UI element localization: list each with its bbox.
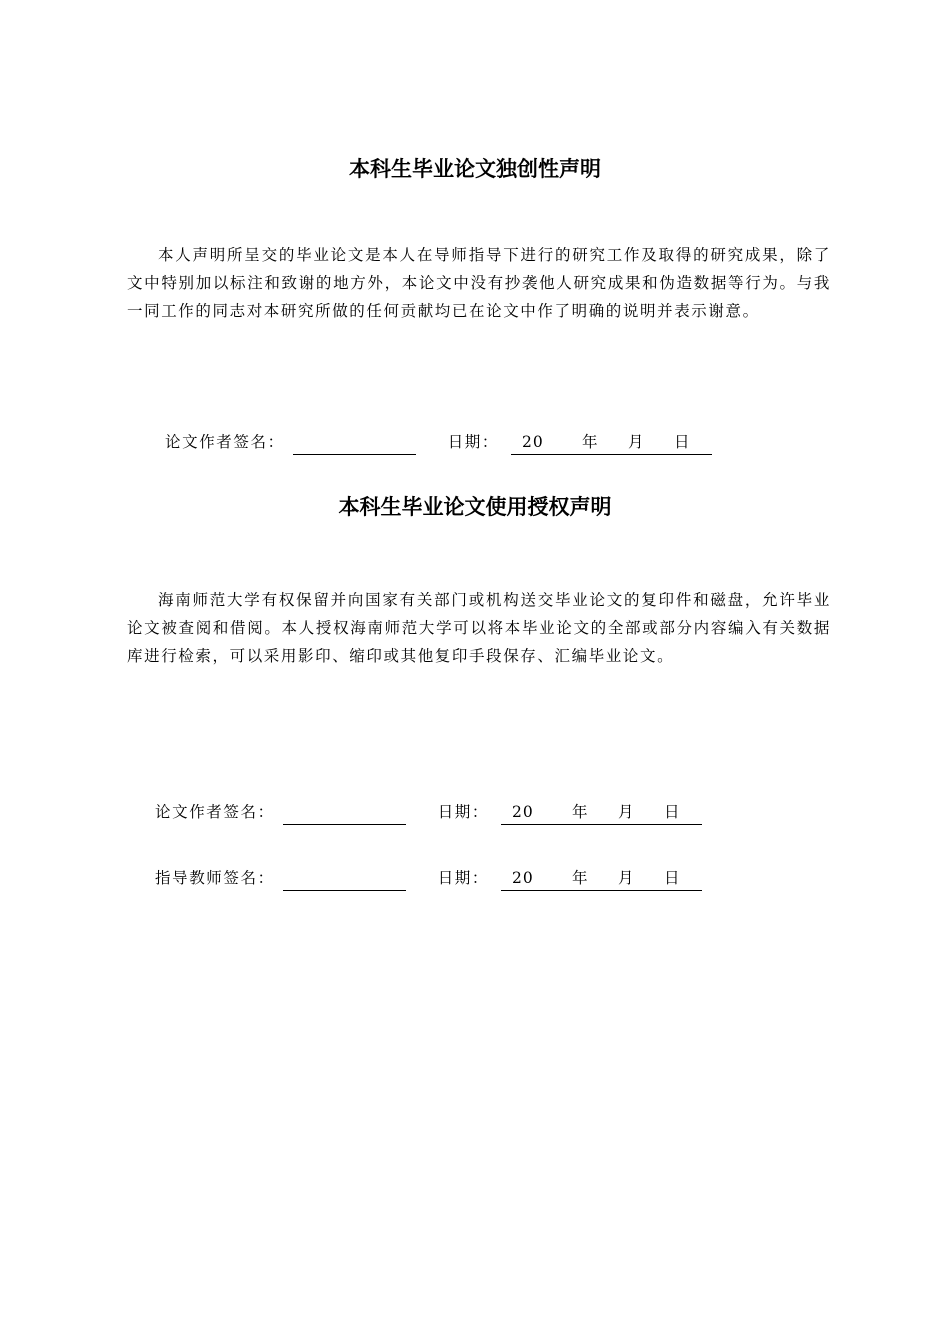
author-signature-field[interactable] — [293, 430, 416, 455]
day-unit: 日 — [674, 433, 692, 451]
author-signature-label: 论文作者签名： — [165, 433, 285, 451]
date-label: 日期： — [437, 803, 490, 821]
advisor-signature-field[interactable] — [283, 866, 406, 891]
day-unit: 日 — [664, 869, 682, 887]
year-prefix: 20 — [512, 803, 534, 821]
month-unit: 月 — [618, 869, 636, 887]
date-field[interactable] — [501, 800, 702, 825]
year-unit: 年 — [572, 869, 590, 887]
advisor-signature-label: 指导教师签名： — [155, 869, 275, 887]
date-label: 日期： — [437, 869, 490, 887]
date-label: 日期： — [447, 433, 500, 451]
year-prefix: 20 — [512, 869, 534, 887]
authorization-author-signature-line — [155, 800, 702, 824]
authorization-advisor-signature-line — [155, 866, 702, 890]
originality-signature-line — [165, 430, 712, 454]
authorization-body: 海南师范大学有权保留并向国家有关部门或机构送交毕业论文的复印件和磁盘，允许毕业论文被查阅和借阅。本人授权海南师范大学可以将本毕业论文的全部或部分内容编入有关数据库进行检索，可以采用影印、缩印或其他复印手段保存、汇编毕业论文。 — [127, 591, 831, 665]
month-unit: 月 — [628, 433, 646, 451]
date-field[interactable] — [501, 866, 702, 891]
originality-body: 本人声明所呈交的毕业论文是本人在导师指导下进行的研究工作及取得的研究成果，除了文中特别加以标注和致谢的地方外，本论文中没有抄袭他人研究成果和伪造数据等行为。与我一同工作的同志对本研究所做的任何贡献均已在论文中作了明确的说明并表示谢意。 — [127, 246, 831, 320]
year-unit: 年 — [572, 803, 590, 821]
month-unit: 月 — [618, 803, 636, 821]
author-signature-field[interactable] — [283, 800, 406, 825]
year-unit: 年 — [582, 433, 600, 451]
originality-title: 本科生毕业论文独创性声明 — [349, 157, 601, 181]
author-signature-label: 论文作者签名： — [155, 803, 275, 821]
date-field[interactable] — [511, 430, 712, 455]
authorization-title: 本科生毕业论文使用授权声明 — [338, 495, 612, 519]
year-prefix: 20 — [522, 433, 544, 451]
day-unit: 日 — [664, 803, 682, 821]
